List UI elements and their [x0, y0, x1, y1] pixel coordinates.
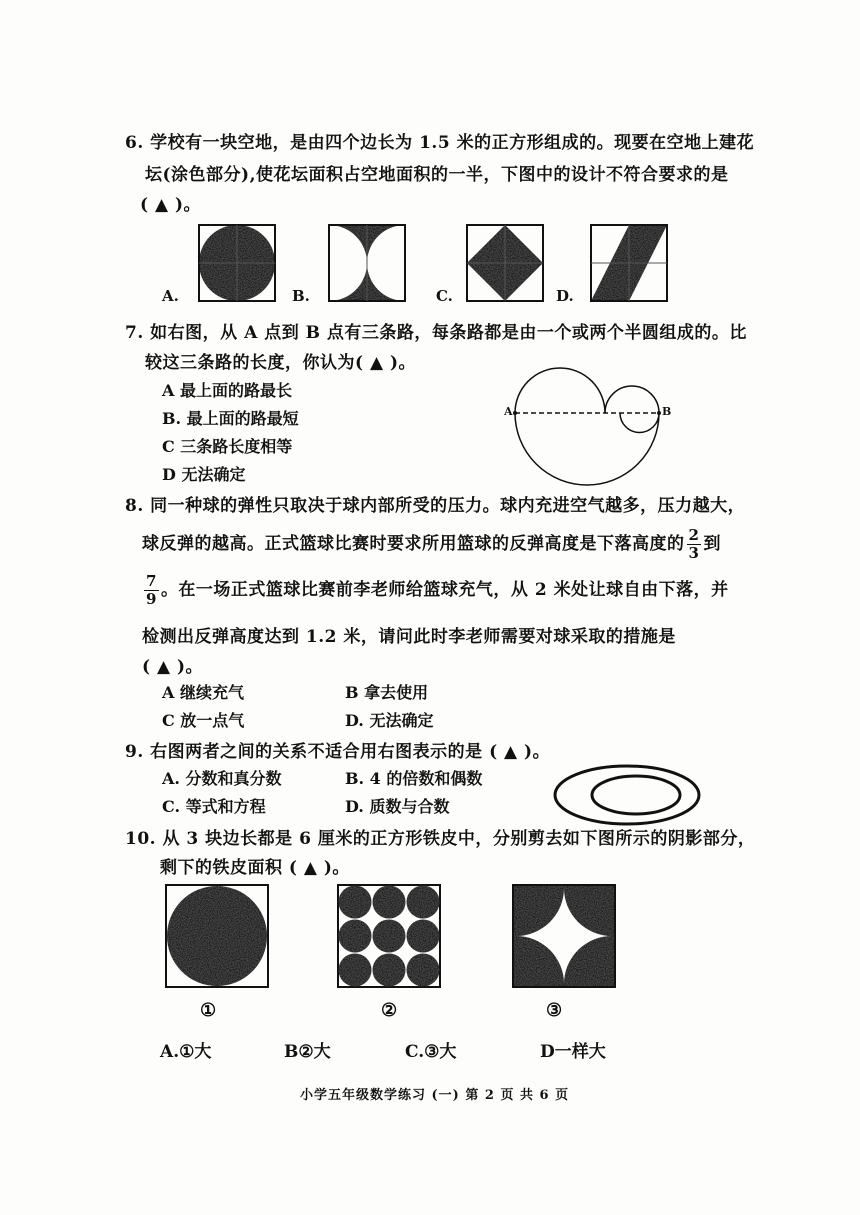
q7-paths-diagram	[500, 345, 680, 485]
q8-option-d: D. 无法确定	[345, 711, 434, 730]
q8-frac1-den: 3	[688, 544, 700, 562]
q10-figure-2	[337, 884, 441, 988]
q7-option-a: A 最上面的路最长	[162, 381, 292, 400]
q10-text-line2: 剩下的铁皮面积 ( ▲ )。	[160, 858, 350, 878]
q8-text-line2	[142, 528, 721, 561]
q6-figure-b	[328, 224, 406, 302]
q8-fraction-7-9	[144, 574, 159, 607]
q10-option-a: A.①大	[160, 1042, 212, 1062]
q7-option-b: B. 最上面的路最短	[162, 409, 299, 428]
q8-frac1-num: 2	[688, 526, 700, 544]
q8-option-c: C 放一点气	[162, 711, 245, 730]
q10-figure-1	[165, 884, 269, 988]
q6-label-b: B.	[292, 287, 310, 305]
q7-option-c: C 三条路长度相等	[162, 437, 293, 456]
q10-figure-3	[512, 884, 616, 988]
q10-option-b: B②大	[284, 1042, 331, 1062]
q10-figure-label-3: ③	[546, 1000, 563, 1021]
q10-figure-label-2: ②	[381, 1000, 398, 1021]
q10-text-line1: 10. 从 3 块边长都是 6 厘米的正方形铁皮中，分别剪去如下图所示的阴影部分，	[125, 829, 756, 849]
q6-answer-blank: ( ▲ )。	[140, 195, 201, 215]
q8-text-line4: 检测出反弹高度达到 1.2 米，请问此时李老师需要对球采取的措施是	[142, 627, 676, 647]
q6-label-d: D.	[556, 287, 574, 305]
q6-text-line2: 坛(涂色部分),使花坛面积占空地面积的一半，下图中的设计不符合要求的是	[145, 165, 729, 185]
q8-option-b: B 拿去使用	[345, 683, 429, 702]
q6-label-c: C.	[436, 287, 453, 305]
q8-text-line2-pre: 球反弹的越高。正式篮球比赛时要求所用篮球的反弹高度是下落高度的	[142, 534, 685, 554]
q7-point-b: B	[662, 405, 672, 418]
q10-option-d: D一样大	[540, 1042, 606, 1062]
q8-text-line2-post: 到	[703, 534, 721, 554]
q8-option-a: A 继续充气	[162, 683, 244, 702]
q8-answer-blank: ( ▲ )。	[142, 657, 203, 677]
q7-option-d: D 无法确定	[162, 465, 246, 484]
q10-option-c: C.③大	[405, 1042, 457, 1062]
q8-text-line1: 8. 同一种球的弹性只取决于球内部所受的压力。球内充进空气越多，压力越大，	[125, 496, 746, 516]
q7-text-line2: 较这三条路的长度，你认为( ▲ )。	[145, 353, 416, 373]
q9-option-a: A. 分数和真分数	[162, 769, 282, 788]
q9-option-c: C. 等式和方程	[162, 797, 266, 816]
q6-figure-c	[466, 224, 544, 302]
q6-text-line1: 6. 学校有一块空地，是由四个边长为 1.5 米的正方形组成的。现要在空地上建花	[125, 133, 755, 153]
q9-venn-diagram	[552, 764, 702, 826]
q7-point-a: A	[504, 405, 513, 418]
q8-frac2-den: 9	[146, 590, 157, 608]
page-footer: 小学五年级数学练习 (一) 第 2 页 共 6 页	[300, 1088, 570, 1103]
q8-frac2-num: 7	[146, 572, 157, 590]
q8-fraction-2-3	[687, 528, 702, 561]
q6-figure-d	[590, 224, 668, 302]
q8-text-line3-post: 。在一场正式篮球比赛前李老师给篮球充气，从 2 米处让球自由下落，并	[160, 580, 729, 600]
q9-text-line1: 9. 右图两者之间的关系不适合用右图表示的是 ( ▲ )。	[125, 742, 551, 762]
q7-text-line1: 7. 如右图，从 A 点到 B 点有三条路，每条路都是由一个或两个半圆组成的。比	[125, 323, 747, 343]
q9-option-d: D. 质数与合数	[345, 797, 450, 816]
q6-label-a: A.	[162, 287, 179, 305]
q8-text-line3	[142, 574, 729, 607]
q6-figure-a	[198, 224, 276, 302]
q9-option-b: B. 4 的倍数和偶数	[345, 769, 483, 788]
q10-figure-label-1: ①	[200, 1000, 217, 1021]
